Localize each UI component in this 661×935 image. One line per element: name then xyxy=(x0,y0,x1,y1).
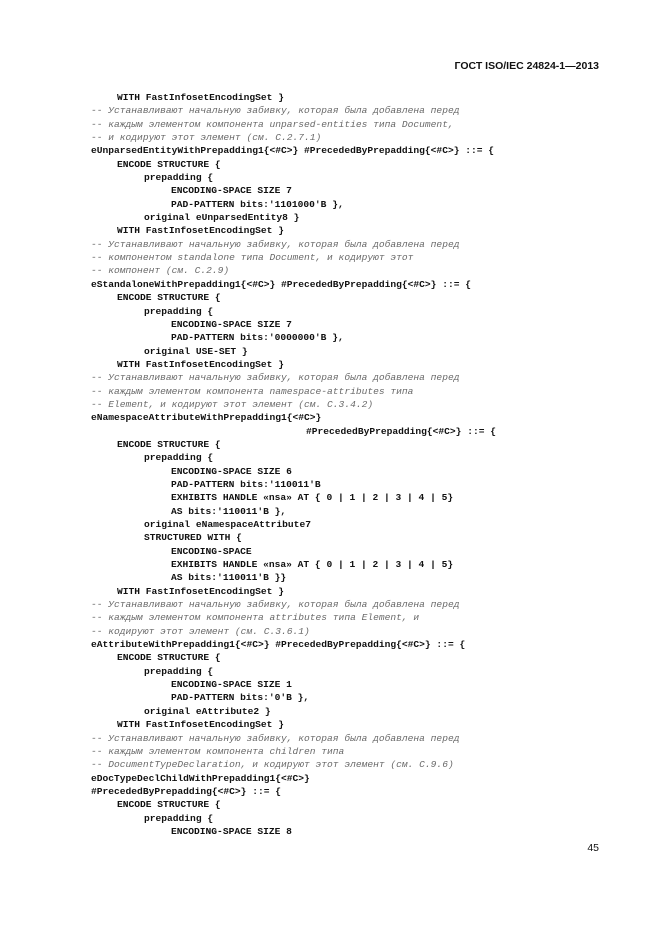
comment-line: -- и кодируют этот элемент (см. С.2.7.1) xyxy=(91,132,322,144)
comment-line: -- Устанавливают начальную забивку, которая была добавлена перед xyxy=(91,372,460,384)
code-line: ENCODING-SPACE xyxy=(171,545,252,557)
code-line: eUnparsedEntityWithPrepadding1{<#C>} #PrecededByPrepadding{<#C>} ::= { xyxy=(91,145,495,157)
comment-line: -- Устанавливают начальную забивку, которая была добавлена перед xyxy=(91,105,460,117)
code-line: original eAttribute2 } xyxy=(144,705,271,717)
code-line: original eUnparsedEntity8 } xyxy=(144,212,300,224)
comment-line: -- каждым элементом компонента namespace-attributes типа xyxy=(91,385,414,397)
comment-line: -- кодируют этот элемент (см. С.3.6.1) xyxy=(91,625,310,637)
comment-line: -- компонент (см. С.2.9) xyxy=(91,265,230,277)
code-line: prepadding { xyxy=(144,812,214,824)
page-number: 45 xyxy=(587,842,599,854)
code-line: #PrecededByPrepadding{<#C>} ::= { xyxy=(91,785,281,797)
code-line: AS bits:'110011'B }, xyxy=(171,505,287,517)
comment-line: -- каждым элементом компонента children типа xyxy=(91,745,345,757)
code-line: ENCODE STRUCTURE { xyxy=(117,292,221,304)
code-line: WITH FastInfosetEncodingSet } xyxy=(117,225,284,237)
code-line: AS bits:'110011'B }} xyxy=(171,572,287,584)
code-line: WITH FastInfosetEncodingSet } xyxy=(117,585,284,597)
code-line: ENCODING-SPACE SIZE 8 xyxy=(171,825,292,837)
comment-line: -- каждым элементом компонента unparsed-entities типа Document, xyxy=(91,118,454,130)
comment-line: -- Element, и кодируют этот элемент (см. С.3.4.2) xyxy=(91,398,374,410)
code-line: eDocTypeDeclChildWithPrepadding1{<#C>} xyxy=(91,772,310,784)
code-line: eAttributeWithPrepadding1{<#C>} #PrecededByPrepadding{<#C>} ::= { xyxy=(91,639,466,651)
comment-line: -- каждым элементом компонента attributes типа Element, и xyxy=(91,612,420,624)
code-line: ENCODE STRUCTURE { xyxy=(117,652,221,664)
code-line: PAD-PATTERN bits:'110011'B xyxy=(171,478,321,490)
code-line: STRUCTURED WITH { xyxy=(144,532,242,544)
comment-line: -- Устанавливают начальную забивку, которая была добавлена перед xyxy=(91,599,460,611)
code-line: ENCODING-SPACE SIZE 1 xyxy=(171,679,292,691)
code-line: EXHIBITS HANDLE «nsa» AT { 0 | 1 | 2 | 3 | 4 | 5} xyxy=(171,492,454,504)
code-line: EXHIBITS HANDLE «nsa» AT { 0 | 1 | 2 | 3 | 4 | 5} xyxy=(171,559,454,571)
code-line: PAD-PATTERN bits:'0'B }, xyxy=(171,692,310,704)
code-line: WITH FastInfosetEncodingSet } xyxy=(117,92,284,103)
code-line: #PrecededByPrepadding{<#C>} ::= { xyxy=(306,425,496,437)
code-line: prepadding { xyxy=(144,665,214,677)
code-line: ENCODING-SPACE SIZE 6 xyxy=(171,465,292,477)
code-line: PAD-PATTERN bits:'0000000'B }, xyxy=(171,332,344,344)
code-line: ENCODE STRUCTURE { xyxy=(117,438,221,450)
code-line: original eNamespaceAttribute7 xyxy=(144,519,311,530)
code-line: ENCODE STRUCTURE { xyxy=(117,158,221,170)
asn1-code-listing xyxy=(91,91,496,838)
comment-line: -- Устанавливают начальную забивку, которая была добавлена перед xyxy=(91,238,460,250)
code-line: WITH FastInfosetEncodingSet } xyxy=(117,358,284,370)
code-line: ENCODING-SPACE SIZE 7 xyxy=(171,185,292,197)
code-line: PAD-PATTERN bits:'1101000'B }, xyxy=(171,198,344,210)
code-line: eStandaloneWithPrepadding1{<#C>} #PrecededByPrepadding{<#C>} ::= { xyxy=(91,278,471,290)
code-line: prepadding { xyxy=(144,305,214,317)
code-line: prepadding { xyxy=(144,452,214,464)
code-line: prepadding { xyxy=(144,172,214,184)
code-line: original USE-SET } xyxy=(144,345,248,357)
code-line: WITH FastInfosetEncodingSet } xyxy=(117,719,284,731)
code-line: ENCODING-SPACE SIZE 7 xyxy=(171,318,292,330)
code-line: ENCODE STRUCTURE { xyxy=(117,799,221,811)
document-header: ГОСТ ISO/IEC 24824-1—2013 xyxy=(454,60,599,72)
code-line: eNamespaceAttributeWithPrepadding1{<#C>} xyxy=(91,412,322,424)
comment-line: -- компонентом standalone типа Document, и кодируют этот xyxy=(91,252,414,264)
comment-line: -- Устанавливают начальную забивку, которая была добавлена перед xyxy=(91,732,460,744)
comment-line: -- DocumentTypeDeclaration, и кодируют этот элемент (см. С.9.6) xyxy=(91,759,454,771)
